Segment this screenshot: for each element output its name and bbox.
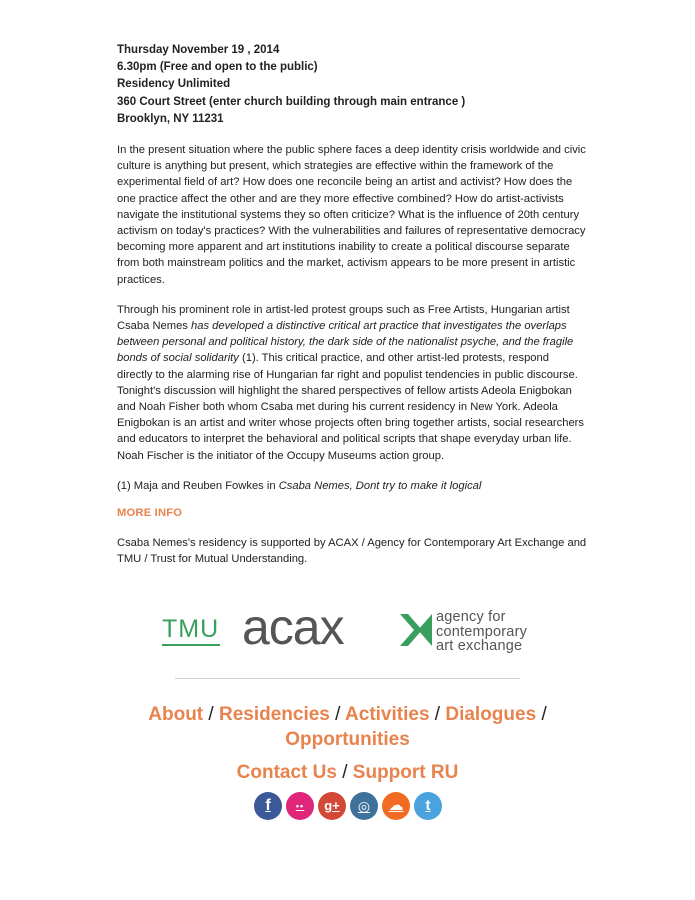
tmu-logo-underline	[162, 644, 220, 646]
email-body	[117, 42, 587, 567]
nav-support-link[interactable]: Support RU	[352, 762, 459, 783]
event-date: Thursday November 19 , 2014	[117, 44, 280, 56]
acax-logo-text: acax	[242, 606, 344, 654]
nav-opportunities-link[interactable]: Opportunities	[285, 729, 410, 750]
acax-tagline-line1: agency for	[436, 609, 506, 625]
artist-paragraph-rest: (1). This critical practice, and other artist-led protests, respond directly to the alarming rise of Hungarian far right and populist tendencies in public discourse. Tonight's discussion will highlight the shared perspectives of fellow artists Adeola Enigbokan and Noah Fisher both whom Csaba met during his current residency in New York. Adeola Enigbokan is an artist and writer whose projects often bring together artists, social researchers and educators to interpret the behavioral and political scripts that shape everyday urban life. Noah Fischer is the initiator of the Occupy Museums action group.	[117, 352, 584, 462]
footnote	[117, 478, 587, 494]
nav-separator: /	[434, 704, 441, 725]
nav-contact-link[interactable]: Contact Us	[236, 762, 337, 783]
event-city: Brooklyn, NY 11231	[117, 112, 224, 125]
nav-separator: /	[541, 704, 547, 725]
instagram-icon[interactable]: ◎	[350, 792, 378, 820]
artist-paragraph	[117, 302, 587, 464]
event-venue: Residency Unlimited	[117, 78, 231, 91]
twitter-icon[interactable]: t	[414, 792, 442, 820]
event-address: 360 Court Street (enter church building through main entrance )	[117, 95, 466, 108]
nav-separator: /	[335, 704, 341, 725]
acax-logo[interactable]	[242, 606, 432, 654]
google-plus-icon[interactable]: g+	[318, 792, 346, 820]
footer-contact-nav	[60, 760, 635, 785]
tmu-logo-text: TMU	[162, 615, 220, 643]
acax-logo-chevron-right	[418, 614, 432, 646]
nav-residencies-link[interactable]: Residencies	[218, 704, 330, 725]
artist-paragraph-intro: Through his prominent role in artist-led protest groups such as Free Artists, Hungarian artist Csaba Nemes	[117, 303, 570, 333]
acax-tagline	[436, 610, 527, 654]
footnote-title: Csaba Nemes, Dont try to make it logical	[278, 479, 482, 492]
event-details	[117, 42, 587, 128]
nav-separator: /	[208, 704, 214, 725]
event-time: 6.30pm (Free and open to the public)	[117, 61, 318, 74]
nav-dialogues-link[interactable]: Dialogues	[445, 704, 537, 725]
footer-nav	[60, 702, 635, 752]
nav-activities-link[interactable]: Activities	[345, 704, 430, 725]
facebook-icon[interactable]: f	[254, 792, 282, 820]
sponsor-logos	[158, 606, 548, 656]
flickr-icon[interactable]: ••	[286, 792, 314, 820]
tmu-logo[interactable]	[162, 616, 222, 646]
nav-about-link[interactable]: About	[148, 704, 204, 725]
footnote-prefix: (1) Maja and Reuben Fowkes in	[117, 479, 279, 492]
acax-tagline-line3: art exchange	[436, 638, 523, 654]
nav-separator: /	[342, 762, 348, 783]
artist-paragraph-quote: has developed a distinctive critical art practice that investigates the overlaps between personal and political history, the dark side of the nationalist psyche, and the fragile bonds of social solidarity	[117, 320, 574, 365]
intro-paragraph: In the present situation where the public sphere faces a deep identity crisis worldwide and civic culture is anything but present, which strategies are effective within the framework of the experimental field of art? How does one reconcile being an artist and activist? How does the one practice affect the other and are they more effective combined? How do artist-activists navigate the institutional systems they so often criticize? What is the influence of 20th century activism on today's practices? With the vulnerabilities and failures of representative democracy becoming more apparent and art institutions inability to create a political discourse separate from both mainstream politics and the market, activism appears to be more present in artistic practices.	[117, 144, 586, 286]
soundcloud-icon[interactable]: ☁	[382, 792, 410, 820]
support-paragraph: Csaba Nemes's residency is supported by ACAX / Agency for Contemporary Art Exchange and TMU / Trust for Mutual Understanding.	[117, 537, 587, 566]
acax-tagline-line2: contemporary	[436, 623, 528, 640]
footer-divider	[175, 678, 520, 679]
more-info-link[interactable]: MORE INFO	[117, 507, 183, 520]
